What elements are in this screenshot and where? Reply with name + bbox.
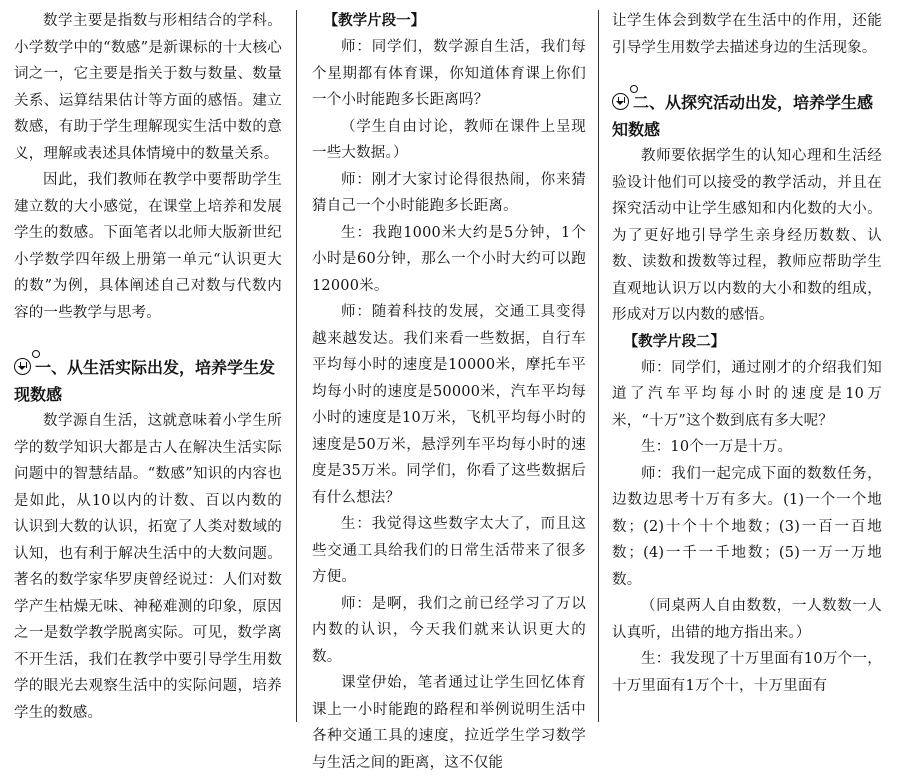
section-heading-1-text: 一、从生活实际出发，培养学生发现数感: [14, 358, 276, 404]
download-arrow-circle-icon: [14, 358, 31, 375]
column-middle: [312, 8, 586, 776]
ornament-dot-icon: [630, 85, 638, 93]
section-heading-2-text: 二、从探究活动出发，培养学生感知数感: [612, 93, 874, 139]
segment-1-line-4: 生：我跑1000米大约是5分钟，1个小时是60分钟，那么一个小时大约可以跑12000米。: [312, 224, 586, 294]
segment-2-line-5: 生：我发现了十万里面有10万个一，十万里面有1万个十，十万里面有: [612, 651, 882, 694]
segment-1-line-5: 师：随着科技的发展，交通工具变得越来越发达。我们来看一些数据，自行车平均每小时的速度是10000米，摩托车平均每小时的速度是50000米，汽车平均每小时的速度是10万米，飞机平均每小时的速度是50万米，悬浮列车平均每小时的速度是35万米。同学们，你看了这些数据后有什么想法？: [312, 304, 586, 506]
section-1-paragraph: 数学源自生活，这就意味着小学生所学的数学知识大都是古人在解决生活实际问题中的智慧结晶。“数感”知识的内容也是如此，从10以内的计数、百以内数的认识到大数的认识，拓宽了人类对数域的认知，也有利于解决生活中的大数问题。著名的数学家华罗庚曾经说过：人们对数学产生枯燥无味、神秘难测的印象，原因之一是数学教学脱离实际。可见，数学离不开生活，我们在教学中要引导学生用数学的眼光去观察生活中的实际问题，培养学生的数感。: [14, 413, 282, 721]
segment-1-line-1: 师：同学们，数学源自生活，我们每个星期都有体育课，你知道体育课上你们一个小时能跑多长距离吗？: [312, 39, 586, 108]
segment-1-line-7: 师：是啊，我们之前已经学习了万以内数的认识，今天我们就来认识更大的数。: [312, 595, 586, 665]
column-divider-2: [598, 10, 599, 722]
column-right: [612, 8, 882, 699]
download-arrow-circle-icon: [612, 93, 629, 110]
segment-1-line-3: 师：刚才大家讨论得很热闹，你来猜猜自己一个小时能跑多长距离。: [312, 171, 586, 214]
section-2-paragraph: 教师要依据学生的认知心理和生活经验设计他们可以接受的教学活动，并且在探究活动中让学生感知和内化数的大小。为了更好地引导学生亲身经历数数、认数、读数和拨数等过程，教师应帮助学生直观地认识万以内数的大小和数的组成，形成对万以内数的感悟。: [612, 148, 882, 323]
segment-1-line-6: 生：我觉得这些数字太大了，而且这些交通工具给我们的日常生活带来了很多方便。: [312, 516, 586, 585]
section-heading-2: [612, 89, 882, 143]
intro-paragraph-2: 因此，我们教师在教学中要帮助学生建立数的大小感觉，在课堂上培养和发展学生的数感。下面笔者以北师大版新世纪小学数学四年级上册第一单元“认识更大的数”为例，具体阐述自己对数与代数内容的一些教学与思考。: [14, 172, 282, 321]
section-heading-1: [14, 354, 282, 408]
intro-paragraph-1: 数学主要是指数与形相结合的学科。小学数学中的“数感”是新课标的十大核心词之一，它主要是指关于数与数量、数量关系、运算结果估计等方面的感悟。建立数感，有助于学生理解现实生活中数的意义，理解或表述具体情境中的数量关系。: [14, 13, 282, 162]
column-left: [14, 8, 282, 726]
segment-2-line-2: 生：10个一万是十万。: [641, 439, 793, 455]
ornament-dot-icon: [32, 350, 40, 358]
segment-2-line-1: 师：同学们，通过刚才的介绍我们知道了汽车平均每小时的速度是10万米，“十万”这个数到底有多大呢？: [612, 359, 882, 429]
column-divider-1: [296, 10, 297, 722]
teaching-segment-1-label: 【教学片段一】: [323, 13, 426, 29]
segment-1-line-2: （学生自由讨论，教师在课件上呈现一些大数据。）: [312, 118, 586, 161]
commentary-continued: 让学生体会到数学在生活中的作用，还能引导学生用数学去描述身边的生活现象。: [612, 13, 882, 56]
segment-2-line-3: 师：我们一起完成下面的数数任务，边数边思考十万有多大。(1)一个一个地数；(2)十个十个地数；(3)一百一百地数；(4)一千一千地数；(5)一万一万地数。: [612, 465, 882, 588]
segment-1-commentary: 课堂伊始，笔者通过让学生回忆体育课上一小时能跑的路程和举例说明生活中各种交通工具的速度，拉近学生学习数学与生活之间的距离，这不仅能: [312, 675, 586, 771]
segment-2-line-4: （同桌两人自由数数，一人数数一人认真听，出错的地方指出来。）: [612, 598, 882, 641]
teaching-segment-2-label: 【教学片段二】: [623, 333, 726, 350]
